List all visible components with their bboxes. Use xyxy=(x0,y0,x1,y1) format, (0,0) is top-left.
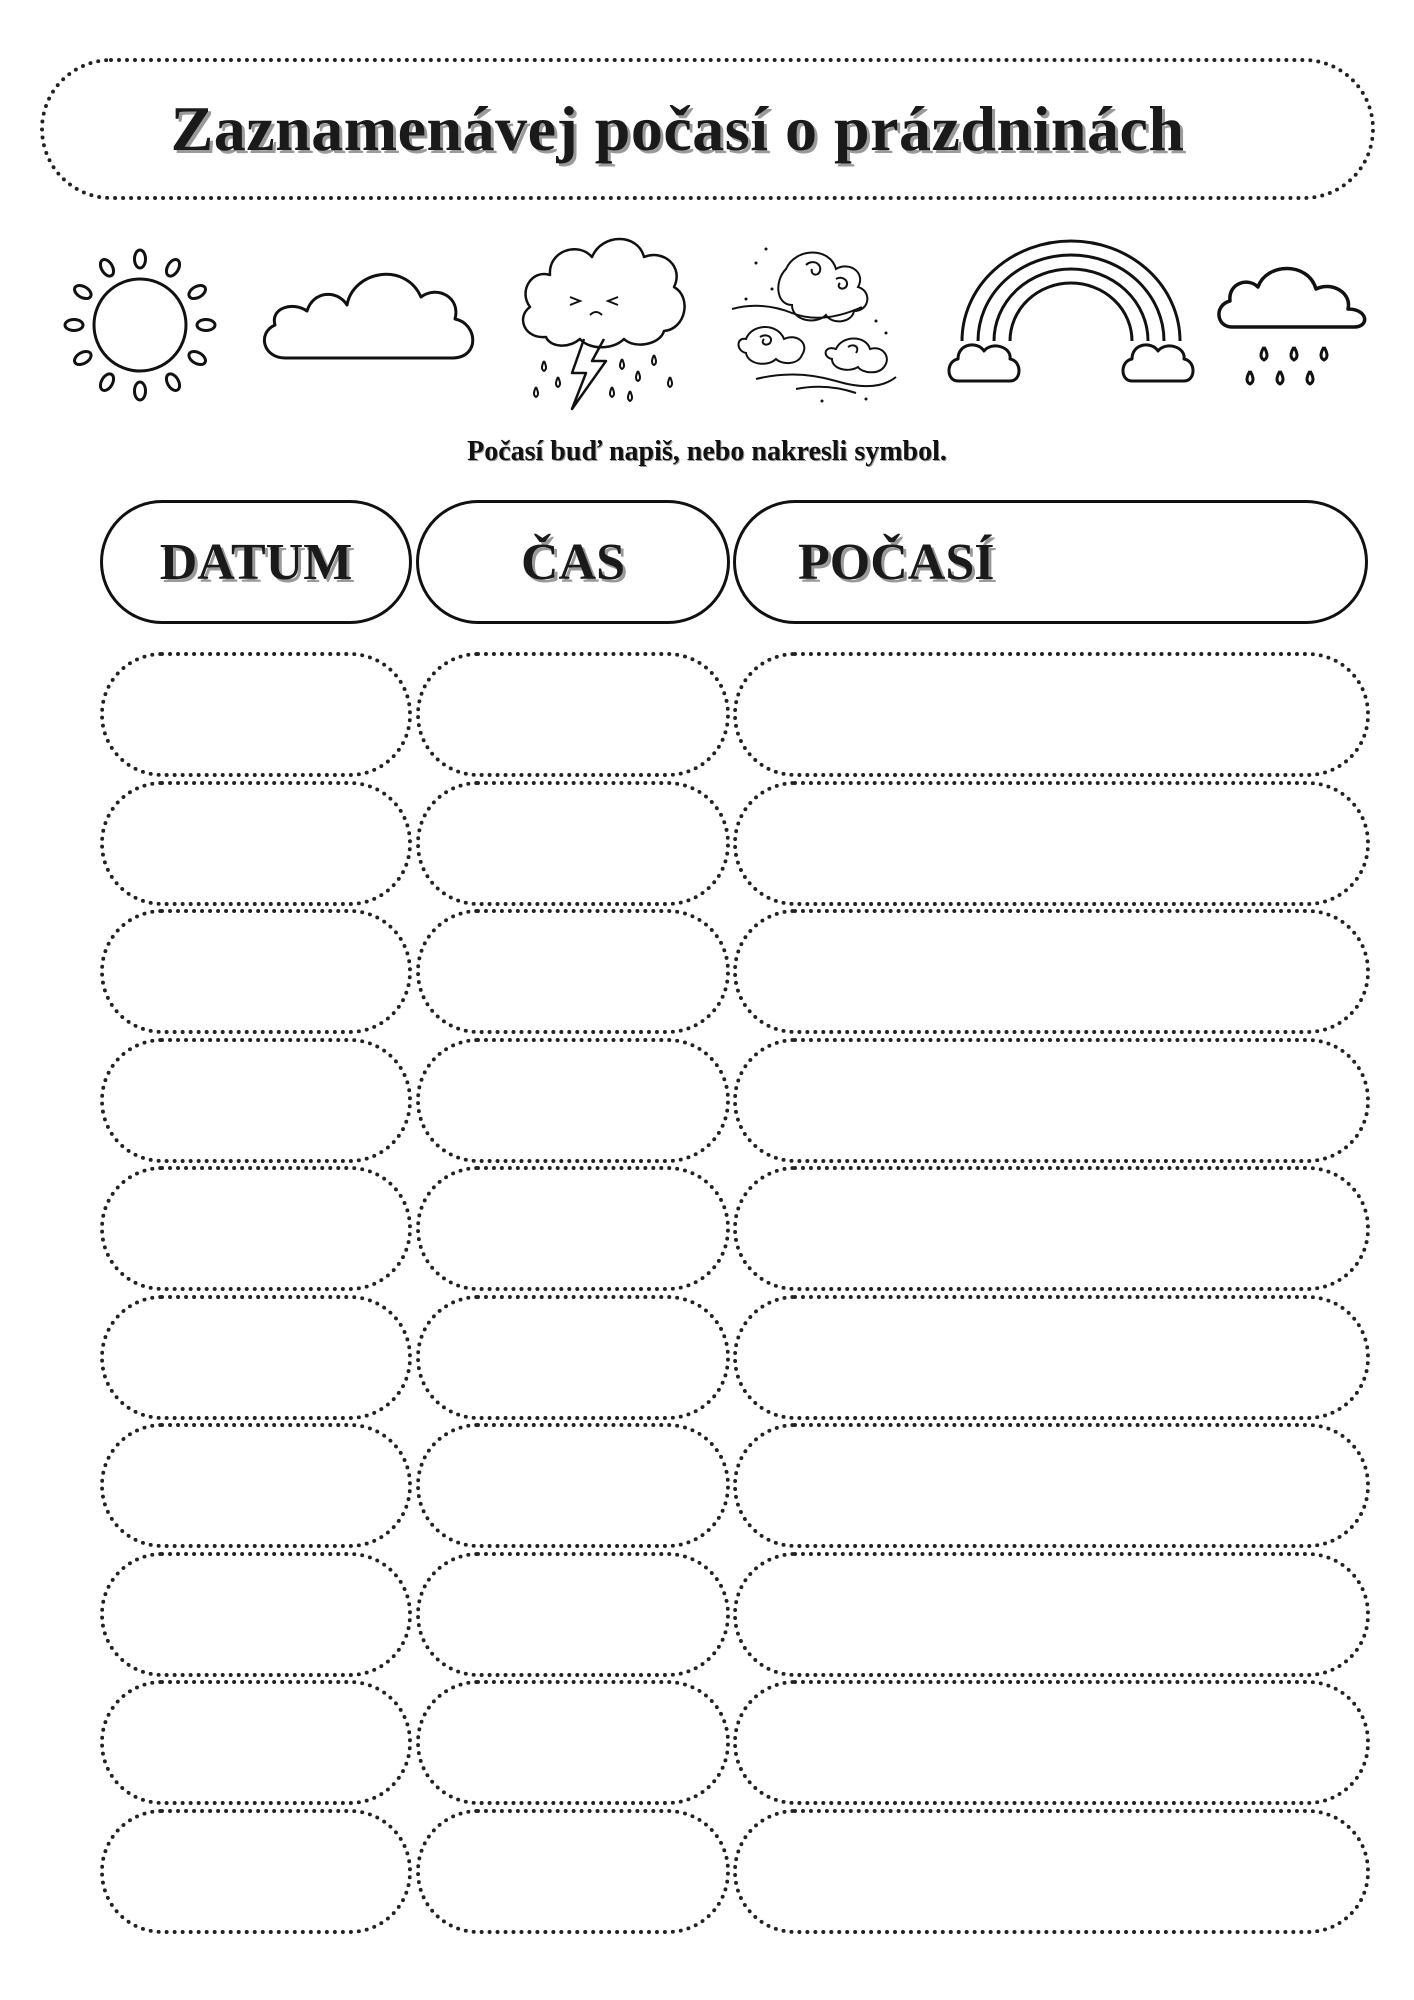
entry-cell-datum[interactable] xyxy=(100,1295,412,1420)
entry-cell-pocasi[interactable] xyxy=(733,1423,1370,1548)
sun-ray xyxy=(98,257,117,278)
sun-ray xyxy=(72,349,93,368)
entry-cell-pocasi[interactable] xyxy=(733,1809,1370,1934)
wind-icon xyxy=(726,229,906,409)
sun-ray xyxy=(187,349,208,368)
entry-cell-datum[interactable] xyxy=(100,1680,412,1805)
sun-ray xyxy=(98,372,117,393)
sun-ray xyxy=(135,382,146,400)
sun-ray xyxy=(72,283,93,302)
table-row xyxy=(0,1038,1414,1163)
entry-cell-datum[interactable] xyxy=(100,1038,412,1163)
weather-icons-row xyxy=(0,225,1414,425)
entry-cell-cas[interactable] xyxy=(416,781,730,906)
entry-cell-cas[interactable] xyxy=(416,1423,730,1548)
sun-ray xyxy=(135,250,146,268)
entry-cell-cas[interactable] xyxy=(416,909,730,1034)
column-header-datum-label: DATUM xyxy=(159,533,353,591)
rain-cloud-icon xyxy=(1212,247,1372,407)
entry-cell-cas[interactable] xyxy=(416,1295,730,1420)
entry-cell-datum[interactable] xyxy=(100,1423,412,1548)
entry-cell-pocasi[interactable] xyxy=(733,1552,1370,1677)
entry-cell-pocasi[interactable] xyxy=(733,1166,1370,1291)
column-header-pocasi-label: POČASÍ xyxy=(798,533,995,591)
entry-cell-pocasi[interactable] xyxy=(733,1038,1370,1163)
table-row xyxy=(0,1809,1414,1934)
sun-icon xyxy=(62,247,218,403)
sun-ray xyxy=(65,320,83,331)
table-row xyxy=(0,652,1414,777)
table-row xyxy=(0,1423,1414,1548)
entry-cell-cas[interactable] xyxy=(416,1166,730,1291)
column-header-cas-label: ČAS xyxy=(520,533,626,591)
entry-cell-pocasi[interactable] xyxy=(733,909,1370,1034)
column-header-pocasi xyxy=(733,500,1368,624)
entry-cell-datum[interactable] xyxy=(100,652,412,777)
table-row xyxy=(0,1295,1414,1420)
entry-cell-datum[interactable] xyxy=(100,1166,412,1291)
thunderstorm-cloud-icon xyxy=(514,227,694,417)
title-banner xyxy=(40,58,1375,200)
column-header-cas xyxy=(416,500,730,624)
entry-cell-cas[interactable] xyxy=(416,1809,730,1934)
entry-cell-pocasi[interactable] xyxy=(733,781,1370,906)
entry-cell-pocasi[interactable] xyxy=(733,652,1370,777)
sun-ray xyxy=(197,320,215,331)
table-row xyxy=(0,1166,1414,1291)
table-row xyxy=(0,781,1414,906)
entry-cell-datum[interactable] xyxy=(100,1809,412,1934)
page-title: Zaznamenávej počasí o prázdninách xyxy=(170,93,1185,164)
entry-cell-cas[interactable] xyxy=(416,1038,730,1163)
entry-cell-datum[interactable] xyxy=(100,909,412,1034)
entry-cell-datum[interactable] xyxy=(100,781,412,906)
column-header-datum xyxy=(100,500,412,624)
sun-ray xyxy=(187,283,208,302)
sun-ray xyxy=(164,372,183,393)
table-row xyxy=(0,1552,1414,1677)
entry-cell-datum[interactable] xyxy=(100,1552,412,1677)
cloud-icon xyxy=(255,253,485,373)
entry-cell-pocasi[interactable] xyxy=(733,1295,1370,1420)
sun-ray xyxy=(164,257,183,278)
table-row xyxy=(0,1680,1414,1805)
instruction-text: Počasí buď napiš, nebo nakresli symbol. xyxy=(467,436,947,467)
rainbow-icon xyxy=(948,231,1194,391)
entry-cell-cas[interactable] xyxy=(416,652,730,777)
entry-cell-cas[interactable] xyxy=(416,1552,730,1677)
table-row xyxy=(0,909,1414,1034)
entry-cell-pocasi[interactable] xyxy=(733,1680,1370,1805)
entry-cell-cas[interactable] xyxy=(416,1680,730,1805)
